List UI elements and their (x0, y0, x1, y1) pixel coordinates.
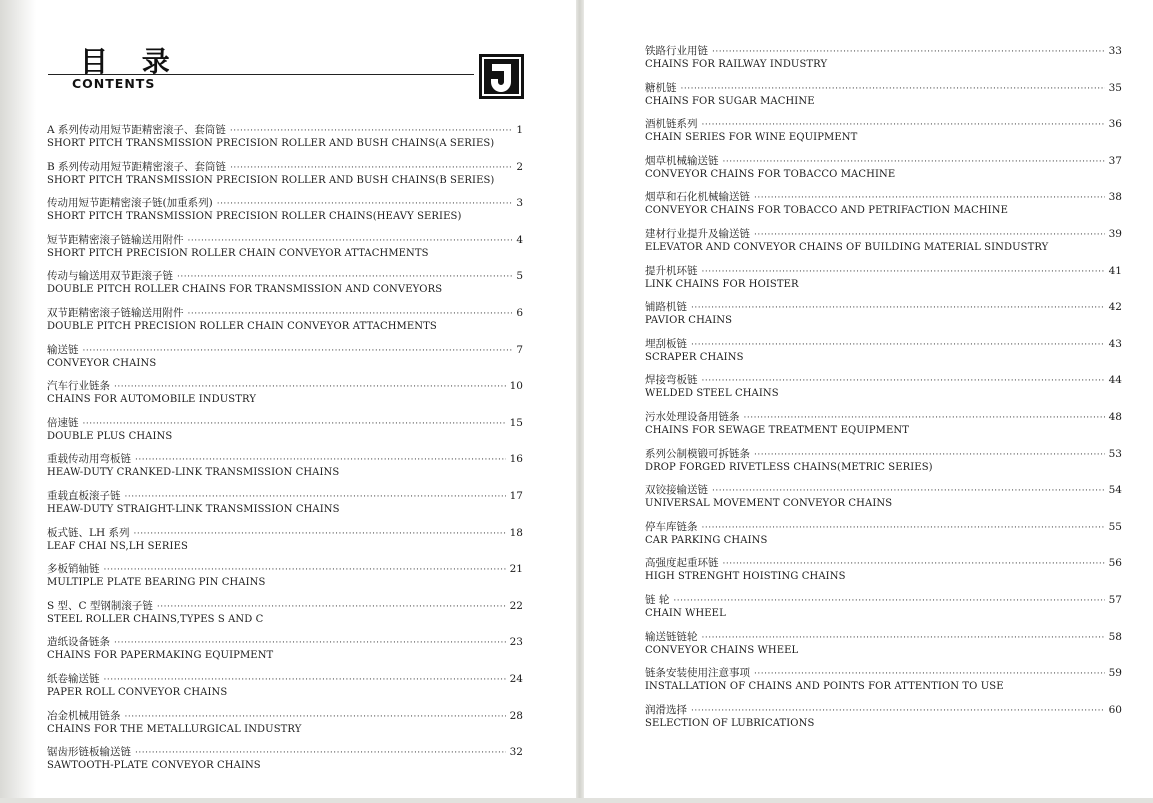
dot-leader (135, 747, 506, 760)
toc-title-zh: 润滑选择 (645, 703, 687, 716)
toc-title-zh: 烟草机械输送链 (645, 154, 719, 167)
toc-title-zh: 提升机环链 (645, 264, 698, 277)
dot-leader (702, 632, 1105, 645)
toc-title-en: STEEL ROLLER CHAINS,TYPES S AND C (47, 613, 264, 625)
toc-title-en: HIGH STRENGHT HOISTING CHAINS (645, 571, 846, 583)
toc-entry-row (47, 307, 523, 321)
scan-shadow (0, 0, 36, 803)
toc-title-en: SAWTOOTH-PLATE CONVEYOR CHAINS (47, 760, 261, 772)
toc-page-number: 39 (1108, 228, 1122, 240)
toc-title-zh: 铁路行业用链 (645, 45, 708, 57)
toc-entry[interactable] (645, 484, 1122, 514)
toc-entry[interactable] (645, 411, 1122, 441)
toc-entry-row (645, 594, 1122, 608)
toc-title-zh: 输送链链轮 (645, 630, 698, 643)
toc-entry[interactable] (645, 155, 1122, 185)
toc-page-number: 24 (509, 673, 523, 685)
toc-entry[interactable] (645, 521, 1122, 551)
toc-title-en: SHORT PITCH TRANSMISSION PRECISION ROLLER AND BUSH CHAINS(A SERIES) (47, 138, 495, 149)
toc-page-number: 55 (1108, 520, 1122, 533)
toc-title-en: HEAW-DUTY STRAIGHT-LINK TRANSMISSION CHAINS (47, 504, 340, 515)
toc-title-en: CHAINS FOR THE METALLURGICAL INDUSTRY (47, 723, 302, 735)
dot-leader (188, 235, 513, 248)
toc-entry-row (47, 380, 523, 394)
toc-entry[interactable] (47, 417, 523, 447)
toc-title-en: CHAIN WHEEL (645, 608, 726, 619)
toc-entry[interactable] (645, 338, 1122, 368)
toc-title-en: HEAW-DUTY CRANKED-LINK TRANSMISSION CHAINS (47, 467, 340, 479)
toc-entry-row (645, 704, 1122, 718)
toc-entry[interactable] (645, 374, 1122, 404)
title-rule (48, 74, 474, 75)
toc-title-zh: 系列公制模锻可拆链条 (645, 447, 750, 460)
dot-leader (723, 156, 1105, 169)
toc-title-zh: 冶金机械用链条 (47, 709, 121, 722)
toc-entry-row (645, 191, 1122, 205)
toc-entry[interactable] (645, 557, 1122, 587)
toc-page-number: 3 (516, 197, 523, 210)
toc-title-zh: 焊接弯板链 (645, 374, 698, 387)
dot-leader (681, 83, 1105, 96)
toc-page-number: 23 (509, 636, 523, 649)
toc-entry[interactable] (47, 344, 523, 374)
toc-title-en: DROP FORGED RIVETLESS CHAINS(METRIC SERIES) (645, 461, 933, 473)
toc-entry[interactable] (645, 45, 1122, 75)
dot-leader (114, 637, 506, 650)
toc-page-number: 10 (509, 380, 523, 393)
toc-title-zh: 板式链、LH 系列 (47, 526, 130, 539)
toc-title-zh: 多板销轴链 (47, 563, 100, 576)
toc-page-number: 33 (1108, 45, 1122, 57)
toc-entry-row (47, 161, 523, 175)
toc-title-en: CHAINS FOR PAPERMAKING EQUIPMENT (47, 650, 274, 662)
toc-entry-row (645, 631, 1122, 645)
toc-entry[interactable] (645, 118, 1122, 148)
toc-entry[interactable] (47, 124, 523, 154)
toc-page-number: 35 (1108, 81, 1122, 94)
toc-title-en: SHORT PITCH PRECISION ROLLER CHAIN CONVEYOR ATTACHMENTS (47, 247, 429, 259)
toc-entry-row (47, 234, 523, 248)
company-logo-icon (478, 53, 525, 100)
toc-page-number: 59 (1108, 667, 1122, 680)
toc-entry-row (47, 563, 523, 577)
toc-page-number: 38 (1108, 191, 1122, 204)
toc-page-number: 1 (516, 124, 523, 136)
toc-title-zh: 纸卷输送链 (47, 673, 100, 685)
toc-entry[interactable] (645, 448, 1122, 478)
toc-entry[interactable] (645, 228, 1122, 258)
toc-title-en: ELEVATOR AND CONVEYOR CHAINS OF BUILDING MATERIAL SINDUSTRY (645, 242, 1049, 253)
toc-title-en: WELDED STEEL CHAINS (645, 388, 779, 400)
toc-title-zh: S 型、C 型钢制滚子链 (47, 599, 153, 612)
toc-title-zh: A 系列传动用短节距精密滚子、套筒链 (47, 124, 226, 136)
dot-leader (188, 308, 513, 321)
dot-leader (230, 125, 512, 138)
toc-entry-row (645, 374, 1122, 388)
toc-page-number: 5 (516, 270, 523, 283)
toc-entry[interactable] (47, 746, 523, 776)
dot-leader (217, 198, 513, 211)
toc-entry[interactable] (645, 704, 1122, 734)
toc-entry-row (645, 557, 1122, 571)
toc-entry-row (645, 484, 1122, 498)
toc-entry[interactable] (47, 563, 523, 593)
dot-leader (104, 674, 506, 687)
toc-title-en: LINK CHAINS FOR HOISTER (645, 278, 799, 290)
toc-title-zh: 高强度起重环链 (645, 557, 719, 570)
toc-entry-row (645, 521, 1122, 535)
toc-entry-row (645, 667, 1122, 681)
toc-title-en: MULTIPLE PLATE BEARING PIN CHAINS (47, 577, 266, 589)
toc-entry[interactable] (47, 710, 523, 740)
toc-title-zh: 传动与输送用双节距滚子链 (47, 270, 173, 283)
toc-title-en: CHAINS FOR AUTOMOBILE INDUSTRY (47, 394, 257, 406)
toc-entry-row (47, 490, 523, 504)
toc-entry-row (645, 301, 1122, 315)
toc-entry[interactable] (47, 380, 523, 410)
toc-title-en: SCRAPER CHAINS (645, 351, 744, 363)
dot-leader (157, 601, 506, 614)
toc-entry-row (47, 673, 523, 687)
toc-entry-row (47, 600, 523, 614)
toc-page-number: 21 (509, 563, 523, 576)
toc-page-number: 44 (1108, 374, 1122, 387)
toc-entry-row (47, 197, 523, 211)
dot-leader (83, 345, 513, 358)
toc-title-en: SHORT PITCH TRANSMISSION PRECISION ROLLER CHAINS(HEAVY SERIES) (47, 211, 462, 223)
toc-title-en: INSTALLATION OF CHAINS AND POINTS FOR ATTENTION TO USE (645, 681, 1004, 693)
toc-page-number: 2 (516, 160, 523, 173)
toc-title-zh: 重载直板滚子链 (47, 490, 121, 502)
page-title: 目 录 (80, 45, 182, 78)
toc-entry[interactable] (47, 527, 523, 557)
toc-entry-row (47, 417, 523, 431)
dot-leader (691, 339, 1105, 352)
dot-leader (135, 454, 506, 467)
toc-entry-row (47, 746, 523, 760)
dot-leader (754, 668, 1105, 681)
dot-leader (673, 595, 1104, 608)
toc-title-en: CHAINS FOR RAILWAY INDUSTRY (645, 59, 828, 70)
toc-page-number: 7 (516, 343, 523, 356)
toc-entry-row (645, 265, 1122, 279)
dot-leader (754, 229, 1105, 242)
toc-entry[interactable] (645, 667, 1122, 697)
toc-entry[interactable] (47, 161, 523, 191)
toc-title-en: PAVIOR CHAINS (645, 315, 733, 327)
dot-leader (744, 412, 1105, 425)
toc-page-number: 41 (1108, 264, 1122, 277)
toc-title-zh: B 系列传动用短节距精密滚子、套筒链 (47, 160, 227, 173)
toc-title-zh: 双节距精密滚子链输送用附件 (47, 307, 184, 319)
toc-page-number: 17 (509, 490, 523, 502)
toc-entry[interactable] (47, 600, 523, 630)
dot-leader (723, 558, 1105, 571)
toc-entry-row (47, 270, 523, 284)
toc-page-number: 4 (516, 233, 523, 246)
dot-leader (125, 491, 506, 504)
dot-leader (691, 302, 1105, 315)
toc-entry[interactable] (645, 82, 1122, 112)
dot-leader (104, 564, 506, 577)
toc-page-number: 54 (1108, 484, 1122, 497)
toc-page-number: 57 (1108, 594, 1122, 606)
toc-page-number: 60 (1108, 703, 1122, 716)
toc-entry[interactable] (47, 453, 523, 483)
toc-page-number: 15 (509, 416, 523, 429)
toc-title-en: SELECTION OF LUBRICATIONS (645, 717, 815, 729)
toc-title-zh: 链条安装使用注意事项 (645, 667, 750, 680)
toc-title-en: CHAINS FOR SUGAR MACHINE (645, 95, 815, 107)
toc-title-en: CONVEYOR CHAINS (47, 357, 157, 369)
dot-leader (712, 485, 1105, 498)
toc-entry-row (645, 411, 1122, 425)
dot-leader (83, 418, 506, 431)
dot-leader (114, 381, 506, 394)
toc-title-zh: 汽车行业链条 (47, 380, 110, 393)
toc-entry[interactable] (645, 594, 1122, 624)
toc-entry[interactable] (645, 301, 1122, 331)
dot-leader (702, 266, 1105, 279)
toc-title-zh: 重载传动用弯板链 (47, 453, 131, 466)
toc-entry[interactable] (47, 197, 523, 227)
toc-page-number: 48 (1108, 411, 1122, 423)
toc-title-zh: 烟草和石化机械输送链 (645, 191, 750, 204)
toc-title-zh: 埋刮板链 (645, 337, 687, 350)
toc-title-en: CONVEYOR CHAINS WHEEL (645, 644, 799, 656)
toc-page-number: 36 (1108, 118, 1122, 131)
toc-title-en: UNIVERSAL MOVEMENT CONVEYOR CHAINS (645, 498, 893, 510)
toc-title-zh: 传动用短节距精密滚子链(加重系列) (47, 197, 213, 210)
toc-entry-row (47, 453, 523, 467)
toc-title-zh: 停车库链条 (645, 520, 698, 533)
toc-entry-row (645, 118, 1122, 132)
dot-leader (702, 522, 1105, 535)
toc-entry-row (645, 45, 1122, 59)
toc-entry[interactable] (47, 234, 523, 264)
scan-edge (0, 798, 1153, 803)
toc-page-number: 16 (509, 453, 523, 466)
toc-entry[interactable] (47, 673, 523, 703)
toc-entry[interactable] (47, 270, 523, 300)
toc-page-number: 42 (1108, 301, 1122, 314)
toc-title-zh: 倍速链 (47, 416, 79, 429)
dot-leader (125, 711, 506, 724)
toc-title-en: CAR PARKING CHAINS (645, 534, 768, 546)
toc-page-number: 22 (509, 599, 523, 612)
toc-title-en: CHAINS FOR SEWAGE TREATMENT EQUIPMENT (645, 425, 910, 436)
toc-entry-row (645, 228, 1122, 242)
dot-leader (177, 271, 512, 284)
toc-entry[interactable] (47, 490, 523, 520)
toc-title-zh: 糖机链 (645, 81, 677, 94)
toc-page-number: 6 (516, 307, 523, 319)
toc-title-zh: 输送链 (47, 343, 79, 356)
toc-page-number: 18 (509, 526, 523, 539)
toc-title-zh: 造纸设备链条 (47, 636, 110, 649)
dot-leader (702, 119, 1105, 132)
toc-entry-row (645, 155, 1122, 169)
toc-entry-row (645, 338, 1122, 352)
toc-entry[interactable] (645, 631, 1122, 661)
toc-entry-row (47, 710, 523, 724)
toc-title-en: CHAIN SERIES FOR WINE EQUIPMENT (645, 132, 858, 144)
toc-entry-row (47, 124, 523, 138)
toc-page-number: 56 (1108, 557, 1122, 570)
book-gutter (576, 0, 584, 803)
toc-title-en: CONVEYOR CHAINS FOR TOBACCO MACHINE (645, 168, 896, 180)
toc-entry[interactable] (47, 636, 523, 666)
dot-leader (230, 162, 512, 175)
toc-entry-row (47, 636, 523, 650)
toc-entry-row (645, 448, 1122, 462)
toc-title-en: DOUBLE PITCH ROLLER CHAINS FOR TRANSMISSION AND CONVEYORS (47, 284, 443, 296)
toc-title-zh: 建材行业提升及输送链 (645, 228, 750, 240)
toc-page-number: 53 (1108, 447, 1122, 460)
toc-title-en: PAPER ROLL CONVEYOR CHAINS (47, 687, 228, 698)
toc-title-en: DOUBLE PITCH PRECISION ROLLER CHAIN CONVEYOR ATTACHMENTS (47, 321, 437, 332)
toc-title-zh: 污水处理设备用链条 (645, 411, 740, 423)
toc-title-en: CONVEYOR CHAINS FOR TOBACCO AND PETRIFACTION MACHINE (645, 205, 1008, 217)
toc-title-en: DOUBLE PLUS CHAINS (47, 430, 173, 442)
toc-page-number: 32 (509, 746, 523, 759)
toc-page-number: 43 (1108, 337, 1122, 350)
toc-entry-row (47, 344, 523, 358)
toc-entry-row (645, 82, 1122, 96)
page-subtitle: CONTENTS (72, 76, 156, 91)
toc-page-number: 58 (1108, 630, 1122, 643)
toc-title-zh: 链 轮 (645, 594, 670, 606)
toc-title-zh: 酒机链系列 (645, 118, 698, 131)
toc-entry[interactable] (645, 265, 1122, 295)
dot-leader (754, 192, 1105, 205)
toc-title-zh: 双铰接输送链 (645, 484, 708, 497)
toc-title-zh: 短节距精密滚子链输送用附件 (47, 233, 184, 246)
dot-leader (133, 528, 505, 541)
toc-title-en: SHORT PITCH TRANSMISSION PRECISION ROLLER AND BUSH CHAINS(B SERIES) (47, 174, 495, 186)
toc-title-zh: 锯齿形链板输送链 (47, 746, 131, 759)
toc-entry-row (47, 527, 523, 541)
toc-page-number: 37 (1108, 154, 1122, 167)
toc-entry[interactable] (47, 307, 523, 337)
dot-leader (754, 449, 1105, 462)
toc-page-number: 28 (509, 709, 523, 722)
toc-entry[interactable] (645, 191, 1122, 221)
toc-title-zh: 铺路机链 (645, 301, 687, 314)
toc-title-en: LEAF CHAI NS,LH SERIES (47, 540, 188, 552)
dot-leader (702, 375, 1105, 388)
dot-leader (712, 46, 1105, 59)
dot-leader (691, 705, 1105, 718)
